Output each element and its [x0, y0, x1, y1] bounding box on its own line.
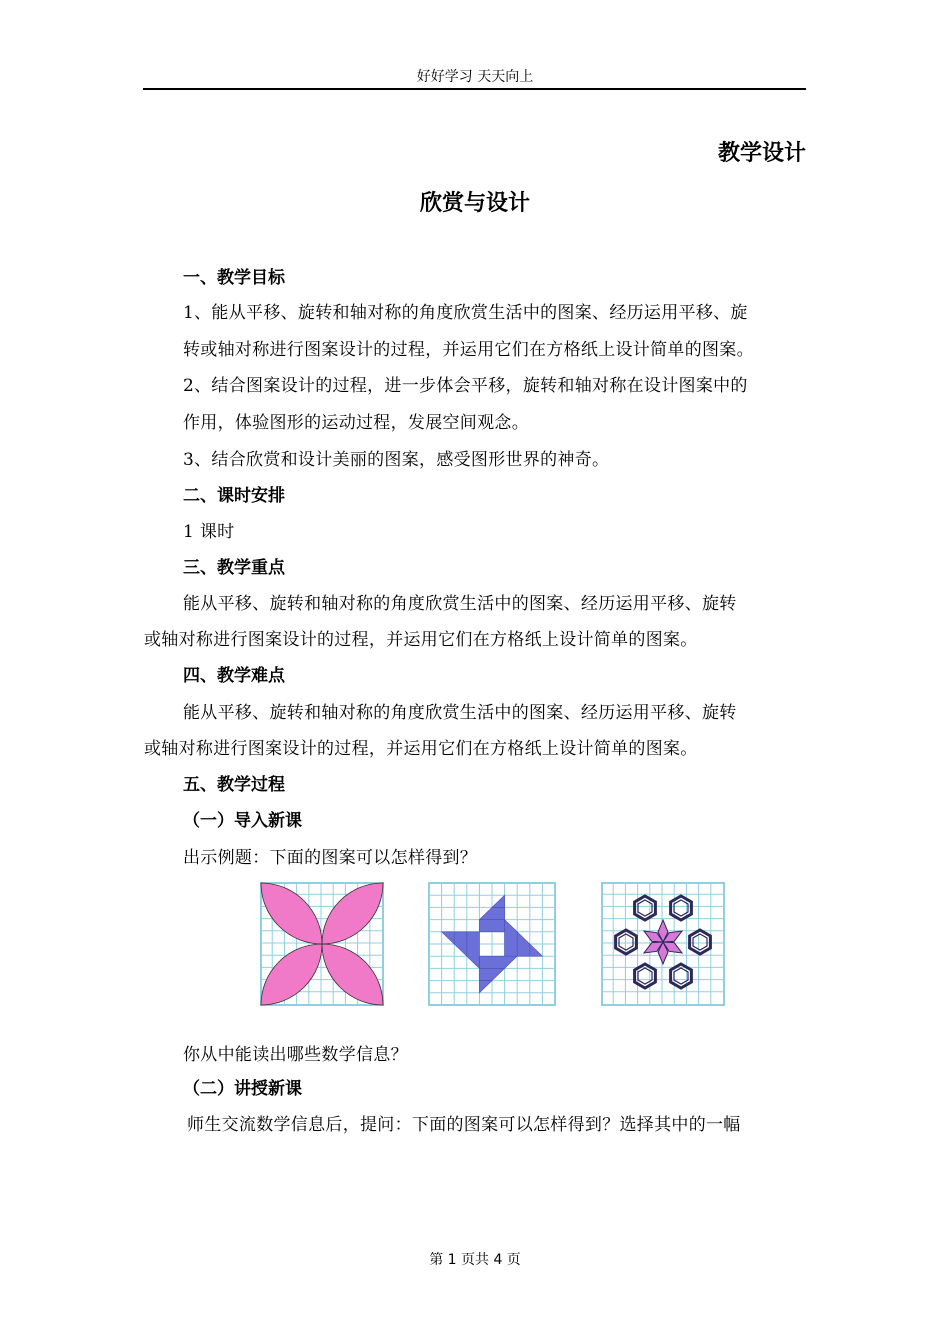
pinwheel-pattern-figure [428, 882, 556, 1006]
section-heading-key-points: 三、教学重点 [183, 558, 285, 578]
key-points-line-2: 或轴对称进行图案设计的过程，并运用它们在方格纸上设计简单的图案。 [144, 630, 698, 650]
page-header: 好好学习 天天向上 [416, 69, 534, 85]
page-title: 欣赏与设计 [419, 191, 530, 216]
schedule-text: 1 课时 [183, 522, 235, 542]
question-text: 你从中能读出哪些数学信息？ [183, 1045, 408, 1065]
section-heading-difficulties: 四、教学难点 [183, 666, 285, 686]
section-heading-process: 五、教学过程 [183, 775, 285, 795]
goal-3: 3、结合欣赏和设计美丽的图案，感受图形世界的神奇。 [183, 450, 610, 470]
key-points-line-1: 能从平移、旋转和轴对称的角度欣赏生活中的图案、经历运用平移、旋转 [183, 594, 737, 614]
goal-1-line-1: 1、能从平移、旋转和轴对称的角度欣赏生活中的图案、经历运用平移、旋 [183, 303, 748, 323]
subsection-teaching: （二）讲授新课 [183, 1079, 302, 1099]
figure-row [0, 882, 950, 1006]
page-footer: 第 1 页共 4 页 [429, 1252, 521, 1268]
subsection-intro: （一）导入新课 [183, 811, 302, 831]
goal-2-line-1: 2、结合图案设计的过程，进一步体会平移，旋转和轴对称在设计图案中的 [183, 376, 748, 396]
difficulties-line-2: 或轴对称进行图案设计的过程，并运用它们在方格纸上设计简单的图案。 [144, 739, 698, 759]
doc-type-label: 教学设计 [717, 141, 806, 166]
section-heading-goals: 一、教学目标 [183, 268, 285, 288]
header-rule [143, 88, 806, 90]
teaching-text: 师生交流数学信息后，提问：下面的图案可以怎样得到？选择其中的一幅 [187, 1115, 741, 1135]
hexagon-pattern-figure [601, 882, 725, 1006]
flower-pattern-figure [260, 882, 384, 1006]
intro-text: 出示例题：下面的图案可以怎样得到？ [183, 848, 478, 868]
goal-2-line-2: 作用，体验图形的运动过程，发展空间观念。 [183, 413, 529, 433]
section-heading-schedule: 二、课时安排 [183, 486, 285, 506]
difficulties-line-1: 能从平移、旋转和轴对称的角度欣赏生活中的图案、经历运用平移、旋转 [183, 703, 737, 723]
goal-1-line-2: 转或轴对称进行图案设计的过程，并运用它们在方格纸上设计简单的图案。 [183, 340, 754, 360]
